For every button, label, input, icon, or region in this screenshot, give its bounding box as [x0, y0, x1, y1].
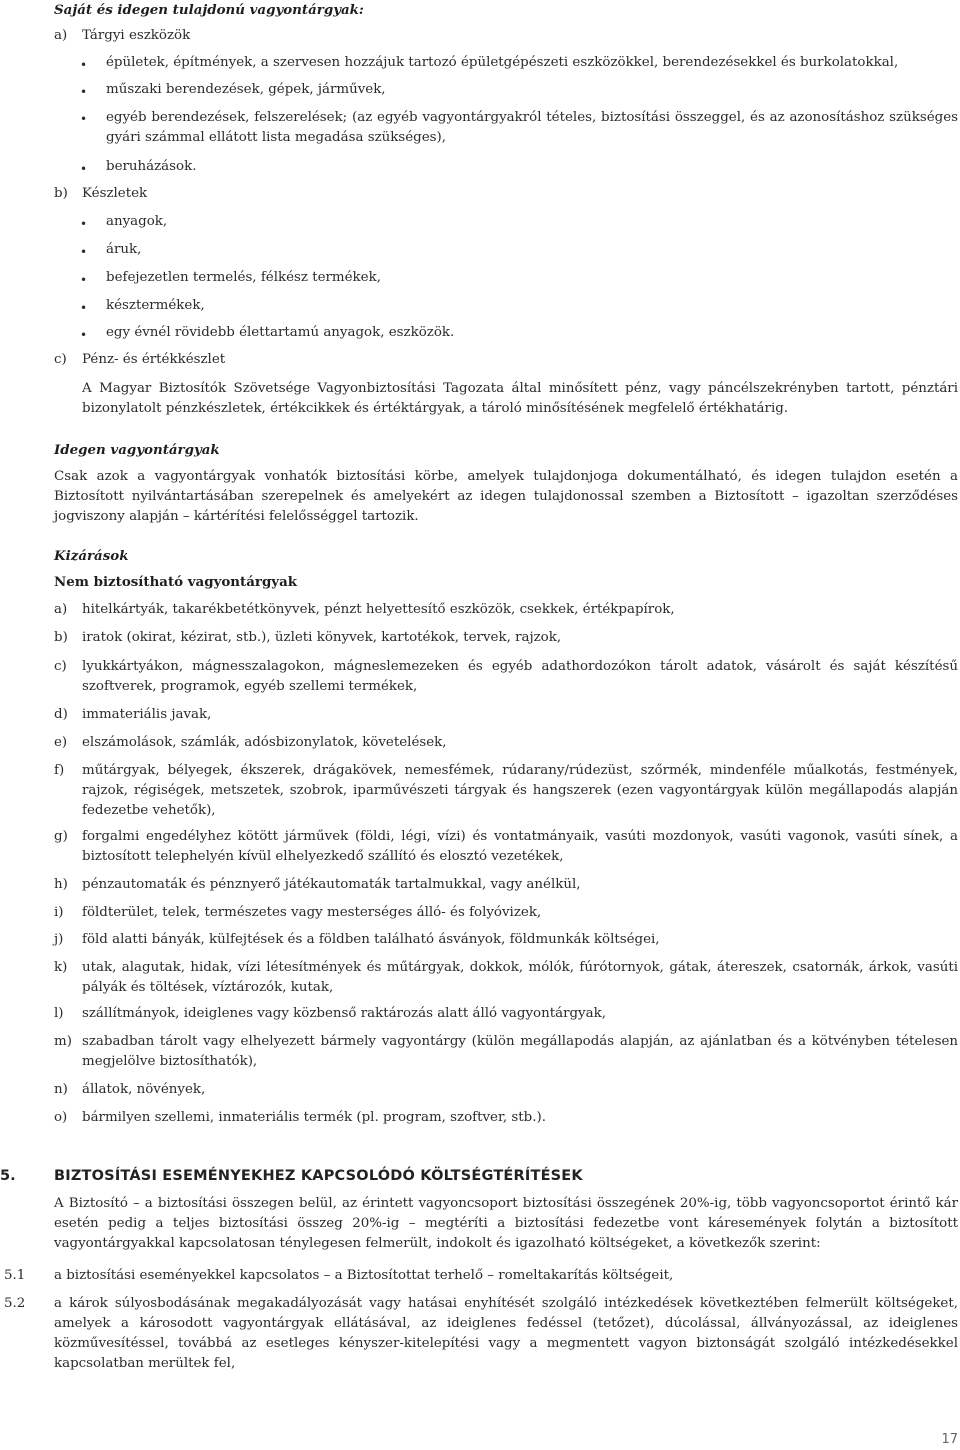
list-label: o)	[54, 1110, 68, 1125]
list-item: áruk,	[106, 242, 142, 257]
foreign-assets-heading: Idegen vagyontárgyak	[54, 442, 220, 458]
list-item: egyéb berendezések, felszerelések; (az egyéb vagyontárgyakról tételes, biztosítási összeggel, és az azonosításhoz szükséges gyári számmal ellátott lista megadása szükséges),	[106, 110, 958, 145]
list-item: földterület, telek, természetes vagy mesterséges álló- és folyóvizek,	[82, 905, 542, 920]
list-label: a)	[54, 602, 68, 617]
list-label: i)	[54, 905, 64, 920]
list-item: elszámolások, számlák, adósbizonylatok, követelések,	[82, 735, 447, 750]
list-label: g)	[54, 829, 68, 844]
foreign-assets-paragraph: Csak azok a vagyontárgyak vonhatók biztosítási körbe, amelyek tulajdonjoga dokumentálható, és idegen tulajdon esetén a Biztosított nyilvántartásában szerepelnek és amelyekért az idegen tulajdonossal szemben a Biztosított – igazoltan szerződéses jogviszony alapján – kártérítési felelősséggel tartozik.	[54, 469, 958, 524]
cash-title: Pénz- és értékkészlet	[82, 352, 226, 367]
section-title: BIZTOSÍTÁSI ESEMÉNYEKHEZ KAPCSOLÓDÓ KÖLTSÉGTÉRÍTÉSEK	[54, 1168, 583, 1184]
list-item: anyagok,	[106, 214, 168, 229]
list-item: épületek, építmények, a szervesen hozzájuk tartozó épületgépészeti eszközökkel, berendezésekkel és burkolatokkal,	[106, 55, 899, 70]
list-item: műtárgyak, bélyegek, ékszerek, drágakövek, nemesfémek, rúdarany/rúdezüst, szőrmék, mindenféle műalkotás, festmények, rajzok, régiségek, metszetek, szobrok, iparművészeti tárgyak és hangszerek (ezen vagyontárgyak külön megállapodás alapján fedezetbe vehetők),	[82, 763, 958, 818]
list-item: műszaki berendezések, gépek, járművek,	[106, 82, 386, 97]
bullet-icon: •	[80, 273, 88, 287]
list-item: forgalmi engedélyhez kötött járművek (földi, légi, vízi) és vontatmányaik, vasúti mozdonyok, vasúti vagonok, vasúti sínek, a biztosított telephelyén kívül elhelyezkedő szállító és elosztó vezetékek,	[82, 829, 958, 864]
bullet-icon: •	[80, 245, 88, 259]
bullet-icon: •	[80, 85, 88, 99]
list-item: késztermékek,	[106, 298, 205, 313]
list-item: beruházások.	[106, 159, 197, 174]
list-item: utak, alagutak, hidak, vízi létesítmények és műtárgyak, dokkok, mólók, fúrótornyok, gátak, átereszek, csatornák, árkok, vasúti pályák és töltések, víztározók, kutak,	[82, 960, 958, 995]
list-item: szállítmányok, ideiglenes vagy közbenső raktározás alatt álló vagyontárgyak,	[82, 1006, 606, 1021]
section-number: 5.	[0, 1168, 16, 1184]
list-item: szabadban tárolt vagy elhelyezett bármely vagyontárgy (külön megállapodás alapján, az ajánlatban és a kötvényben tételesen megjelölve biztosíthatók),	[82, 1034, 958, 1069]
list-item: bármilyen szellemi, inmateriális termék (pl. program, szoftver, stb.).	[82, 1110, 546, 1125]
bullet-icon: •	[80, 58, 88, 72]
list-label: m)	[54, 1034, 72, 1049]
list-item: egy évnél rövidebb élettartamú anyagok, eszközök.	[106, 325, 455, 340]
section-intro-paragraph: A Biztosító – a biztosítási összegen belül, az érintett vagyoncsoport biztosítási összegének 20%-ig, több vagyoncsoportot érintő kár esetén pedig a teljes biztosítási összeg 20%-ig – megtéríti a biztosítási fedezetbe vont káresemények folytán a biztosított vagyontárgyakkal kapcsolatosan ténylegesen felmerült, indokolt és igazolható költségeket, a következők szerint:	[54, 1196, 958, 1251]
list-item: lyukkártyákon, mágnesszalagokon, mágneslemezeken és egyéb adathordozókon tárolt adatok, vásárolt és saját készítésű szoftverek, programok, egyéb szellemi termékek,	[82, 659, 958, 694]
list-label-a: a)	[54, 28, 68, 43]
subsection-text: a biztosítási eseményekkel kapcsolatos – a Biztosítottat terhelő – romeltakarítás költségeit,	[54, 1268, 674, 1283]
subsection-number: 5.1	[4, 1268, 26, 1283]
list-label: c)	[54, 659, 67, 674]
list-label-c: c)	[54, 352, 67, 367]
list-label: h)	[54, 877, 68, 892]
list-label: d)	[54, 707, 68, 722]
list-item: immateriális javak,	[82, 707, 212, 722]
list-label: f)	[54, 763, 65, 778]
own-foreign-heading: Saját és idegen tulajdonú vagyontárgyak:	[54, 2, 364, 18]
bullet-icon: •	[80, 301, 88, 315]
list-item: pénzautomaták és pénznyerő játékautomaták tartalmukkal, vagy anélkül,	[82, 877, 581, 892]
list-label: k)	[54, 960, 68, 975]
tangible-assets-title: Tárgyi eszközök	[82, 28, 191, 43]
subsection-text: a károk súlyosbodásának megakadályozását vagy hatásai enyhítését szolgáló intézkedések következtében felmerült költségeket, amelyek a károsodott vagyontárgyak ellátásával, az ideiglenes fedéssel (tetőzet), dúcolással, állványozással, az ideiglenes közművesítéssel, továbbá az esetleges kényszer-kitelepítési vagy a megmentett vagyon biztonságát szolgáló intézkedésekkel kapcsolatban merültek fel,	[54, 1296, 958, 1371]
list-label: j)	[54, 932, 64, 947]
list-label: b)	[54, 630, 68, 645]
subsection-number: 5.2	[4, 1296, 26, 1311]
list-label: l)	[54, 1006, 64, 1021]
exclusions-subheading: Nem biztosítható vagyontárgyak	[54, 574, 298, 590]
list-item: állatok, növények,	[82, 1082, 206, 1097]
page-number: 17	[941, 1432, 958, 1447]
list-label: e)	[54, 735, 68, 750]
list-item: befejezetlen termelés, félkész termékek,	[106, 270, 381, 285]
bullet-icon: •	[80, 162, 88, 176]
list-item: föld alatti bányák, külfejtések és a földben található ásványok, földmunkák költségei,	[82, 932, 660, 947]
inventories-title: Készletek	[82, 186, 148, 201]
list-label-b: b)	[54, 186, 68, 201]
cash-paragraph: A Magyar Biztosítók Szövetsége Vagyonbiztosítási Tagozata által minősített pénz, vagy páncélszekrényben tartott, pénztári bizonylatolt pénzkészletek, értékcikkek és értéktárgyak, a tároló minősítésének megfelelő értékhatárig.	[82, 381, 958, 416]
bullet-icon: •	[80, 112, 88, 126]
list-item: iratok (okirat, kézirat, stb.), üzleti könyvek, kartotékok, tervek, rajzok,	[82, 630, 562, 645]
exclusions-heading: Kizárások	[54, 548, 129, 564]
list-label: n)	[54, 1082, 68, 1097]
bullet-icon: •	[80, 328, 88, 342]
list-item: hitelkártyák, takarékbetétkönyvek, pénzt helyettesítő eszközök, csekkek, értékpapírok,	[82, 602, 675, 617]
bullet-icon: •	[80, 217, 88, 231]
